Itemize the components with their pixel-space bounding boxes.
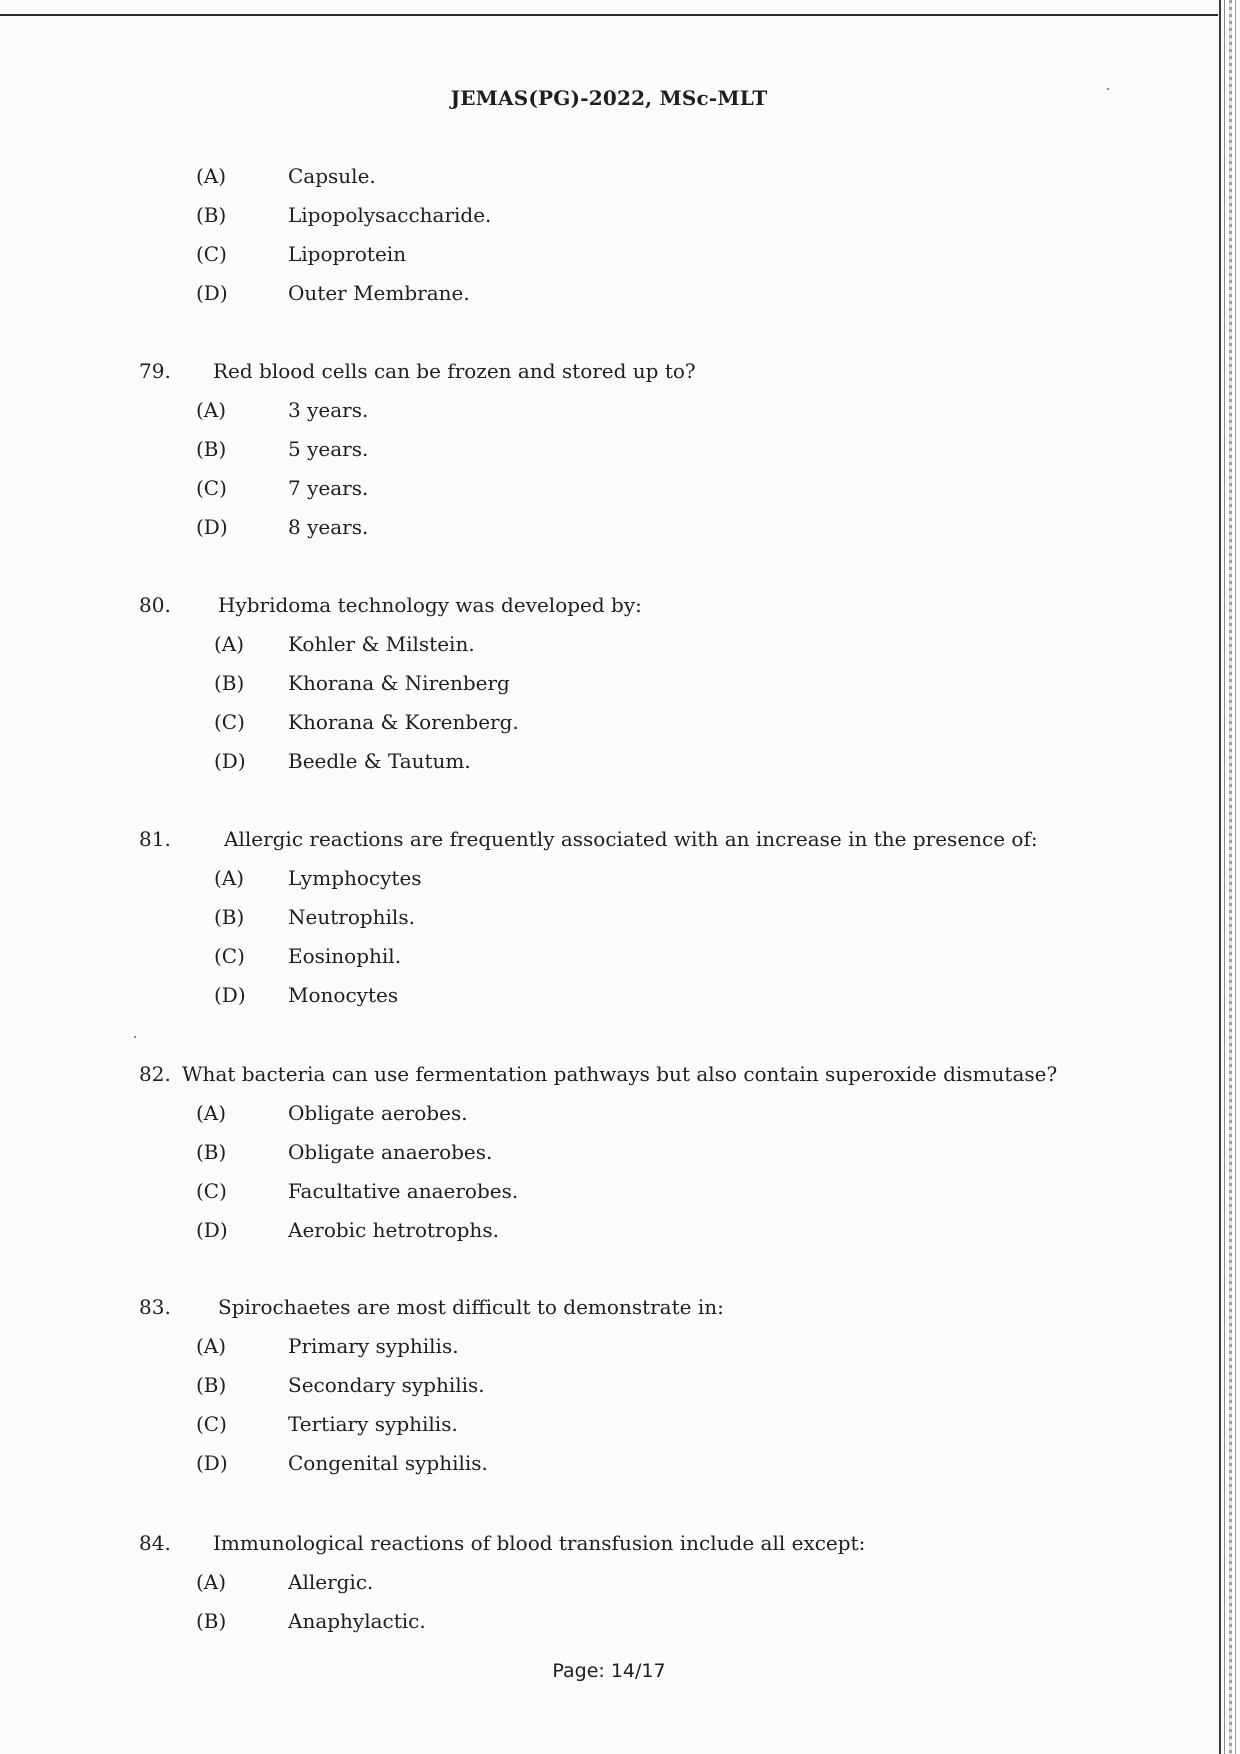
option-letter: (D) (196, 281, 228, 305)
option-letter: (C) (214, 944, 245, 968)
option-letter: (B) (196, 1609, 227, 1633)
option-letter: (A) (196, 398, 227, 422)
option-letter: (B) (214, 671, 245, 695)
option-text: Obligate aerobes. (288, 1101, 468, 1125)
option-letter: (B) (196, 437, 227, 461)
option-letter: (C) (196, 1179, 227, 1203)
option-text: 3 years. (288, 398, 369, 422)
question-text: Red blood cells can be frozen and stored up to? (213, 359, 696, 383)
scan-edge (1219, 0, 1221, 1754)
option-text: Secondary syphilis. (288, 1373, 485, 1397)
option-text: Facultative anaerobes. (288, 1179, 519, 1203)
option-letter: (C) (196, 1412, 227, 1436)
page-header: JEMAS(PG)-2022, MSc-MLT (450, 86, 768, 110)
option-text: Congenital syphilis. (288, 1451, 488, 1475)
question-83 (139, 1294, 724, 1320)
scan-edge (1235, 0, 1236, 1754)
option-text: Anaphylactic. (288, 1609, 426, 1633)
option-letter: (A) (196, 1570, 227, 1594)
question-number: 81. (139, 827, 171, 851)
option-text: Monocytes (288, 983, 399, 1007)
option-text: 5 years. (288, 437, 369, 461)
option-text: Neutrophils. (288, 905, 415, 929)
option-text: Eosinophil. (288, 944, 402, 968)
scan-edge (1224, 0, 1225, 1754)
question-number: 84. (139, 1531, 171, 1555)
option-letter: (D) (196, 1451, 228, 1475)
option-letter: (C) (196, 476, 227, 500)
option-text: Lymphocytes (288, 866, 422, 890)
question-number: 83. (139, 1295, 171, 1319)
option-letter: (A) (196, 1334, 227, 1358)
option-letter: (A) (214, 866, 245, 890)
option-letter: (C) (196, 242, 227, 266)
option-text: Aerobic hetrotrophs. (288, 1218, 499, 1242)
option-text: 7 years. (288, 476, 369, 500)
option-letter: (B) (196, 1373, 227, 1397)
option-text: Khorana & Korenberg. (288, 710, 519, 734)
option-letter: (A) (196, 164, 227, 188)
question-number: 82. (139, 1062, 171, 1086)
question-text: Allergic reactions are frequently associated with an increase in the presence of: (224, 827, 1038, 851)
option-text: Lipopolysaccharide. (288, 203, 492, 227)
option-text: Kohler & Milstein. (288, 632, 475, 656)
question-84 (139, 1530, 866, 1556)
option-letter: (D) (214, 983, 246, 1007)
option-text: Tertiary syphilis. (288, 1412, 458, 1436)
option-text: Khorana & Nirenberg (288, 671, 510, 695)
top-border (0, 14, 1218, 16)
option-text: Beedle & Tautum. (288, 749, 471, 773)
option-letter: (C) (214, 710, 245, 734)
question-80 (139, 592, 642, 618)
option-text: Obligate anaerobes. (288, 1140, 493, 1164)
option-text: Outer Membrane. (288, 281, 470, 305)
option-text: Lipoprotein (288, 242, 407, 266)
scan-speck (134, 1036, 136, 1038)
option-letter: (B) (214, 905, 245, 929)
question-text: Immunological reactions of blood transfusion include all except: (213, 1531, 866, 1555)
question-82 (139, 1061, 1058, 1087)
option-letter: (A) (214, 632, 245, 656)
question-number: 79. (139, 359, 171, 383)
option-letter: (B) (196, 203, 227, 227)
option-text: 8 years. (288, 515, 369, 539)
question-text: What bacteria can use fermentation pathways but also contain superoxide dismutase? (182, 1062, 1058, 1086)
option-letter: (A) (196, 1101, 227, 1125)
question-number: 80. (139, 593, 171, 617)
page-number: Page: 14/17 (552, 1660, 666, 1682)
question-79 (139, 358, 696, 384)
question-text: Spirochaetes are most difficult to demonstrate in: (218, 1295, 724, 1319)
scan-edge (1229, 0, 1232, 1754)
question-81 (139, 826, 1038, 852)
option-text: Allergic. (288, 1570, 374, 1594)
question-text: Hybridoma technology was developed by: (218, 593, 642, 617)
option-letter: (D) (196, 515, 228, 539)
option-letter: (B) (196, 1140, 227, 1164)
option-text: Capsule. (288, 164, 376, 188)
option-text: Primary syphilis. (288, 1334, 459, 1358)
option-letter: (D) (214, 749, 246, 773)
option-letter: (D) (196, 1218, 228, 1242)
